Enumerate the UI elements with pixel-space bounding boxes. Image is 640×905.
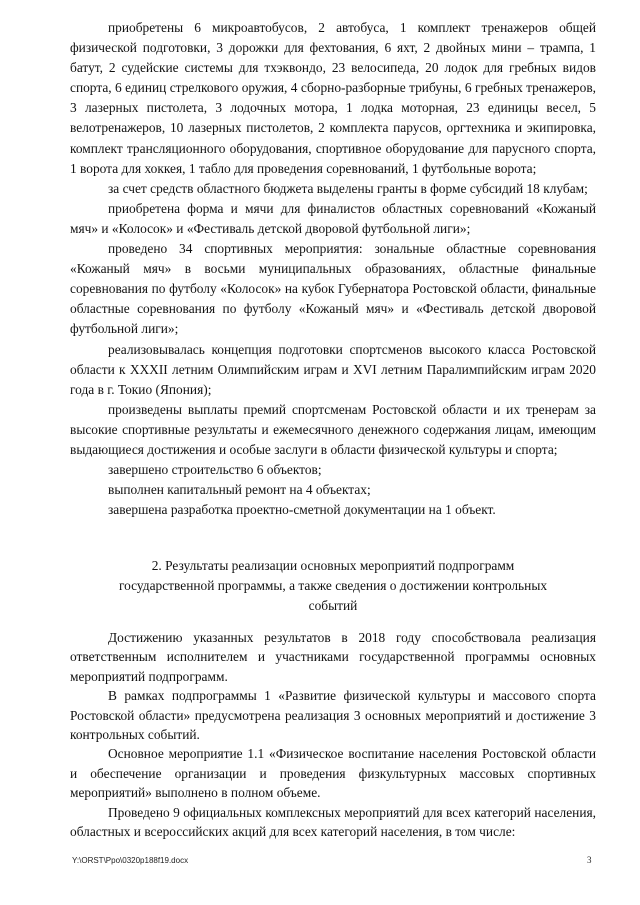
page-number: 3 [587, 855, 592, 865]
paragraph: В рамках подпрограммы 1 «Развитие физической культуры и массового спорта Ростовской области» предусмотрена реализация 3 основных мероприятий и достижение 3 контрольных событий. [70, 688, 596, 743]
paragraph: за счет средств областного бюджета выделены гранты в форме субсидий 18 клубам; [108, 180, 588, 196]
section-heading-line: событий [308, 598, 358, 613]
paragraph: Основное мероприятие 1.1 «Физическое воспитание населения Ростовской области и обеспечение организации и проведения физкультурных массовых спортивных мероприятий» выполнено в полном объеме. [70, 746, 596, 801]
paragraph: приобретены 6 микроавтобусов, 2 автобуса, 1 комплект тренажеров общей физической подготовки, 3 дорожки для фехтования, 6 яхт, 2 двойных мини – трампа, 1 батут, 2 судейские системы для тхэквондо, 23 велосипеда, 20 лодок для гребных видов спорта, 6 единиц стрелкового оружия, 4 сборно-разборные трибуны, 6 гребных тренажеров, 3 лазерных пистолета, 3 лодочных мотора, 1 лодка моторная, 23 единицы весел, 5 велотренажеров, 10 лазерных пистолетов, 2 комплекта парусов, оргтехника и экипировка, комплект трансляционного оборудования, спортивное оборудование для парусного спорта, 1 ворота для хоккея, 1 табло для проведения соревнований, 1 футбольные ворота; [70, 20, 596, 176]
paragraph: завершено строительство 6 объектов; [108, 462, 322, 478]
section-heading-line: 2. Результаты реализации основных мероприятий подпрограмм [151, 558, 515, 573]
paragraph: приобретена форма и мячи для финалистов областных соревнований «Кожаный мяч» и «Колосок» и «Фестиваль детской дворовой футбольной лиги»; [70, 200, 596, 236]
paragraph: проведено 34 спортивных мероприятия: зональные областные соревнования «Кожаный мяч» в восьми муниципальных образованиях, областные финальные соревнования по футболу «Колосок» на кубок Губернатора Ростовской области, финальные областные соревнования по футболу «Кожаный мяч» и «Фестиваль детской дворовой футбольной лиги»; [70, 241, 596, 337]
paragraph: Проведено 9 официальных комплексных мероприятий для всех категорий населения, областных и всероссийских акций для всех категорий населения, в том числе: [70, 804, 596, 840]
paragraph: Достижению указанных результатов в 2018 году способствовала реализация ответственным исполнителем и участниками государственной программы основных мероприятий подпрограмм. [70, 630, 596, 684]
footer-file-path: Y:\ORST\Ppo\0320p188f19.docx [72, 856, 189, 865]
body-text-top [70, 18, 596, 520]
paragraph: завершена разработка проектно-сметной документации на 1 объект. [108, 502, 496, 518]
section-heading [80, 556, 586, 616]
paragraph: произведены выплаты премий спортсменам Ростовской области и их тренерам за высокие спортивные результаты и ежемесячного денежного содержания лицам, имеющим выдающиеся достижения и особые заслуги в области физической культуры и спорта; [70, 401, 596, 457]
paragraph: выполнен капитальный ремонт на 4 объектах; [108, 482, 371, 498]
paragraph: реализовывалась концепция подготовки спортсменов высокого класса Ростовской области к XXXII летним Олимпийским играм и XVI летним Паралимпийским играм 2020 года в г. Токио (Япония); [70, 341, 596, 397]
body-text-bottom [70, 628, 596, 841]
section-heading-line: государственной программы, а также сведения о достижении контрольных [118, 578, 548, 593]
